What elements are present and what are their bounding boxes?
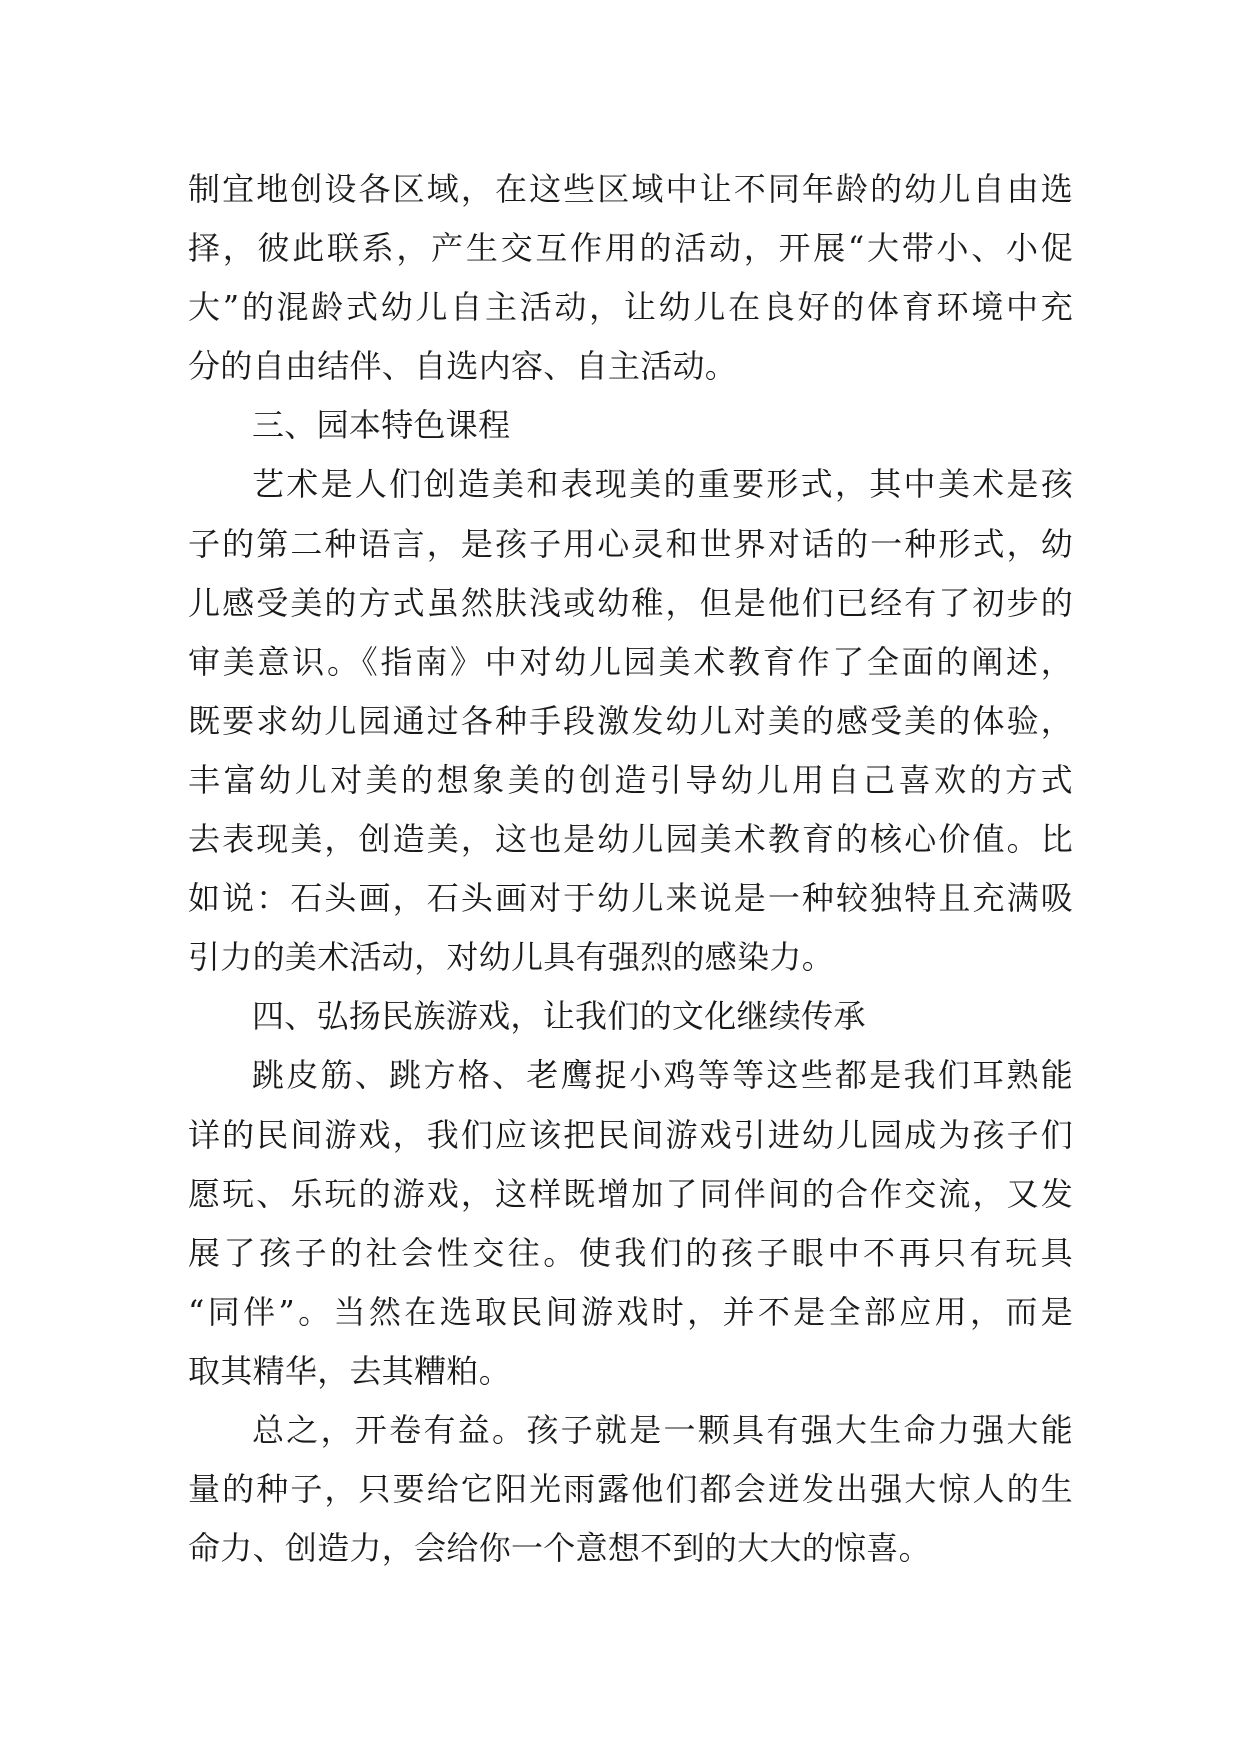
text-line: “同伴”。当然在选取民间游戏时，并不是全部应用，而是 (188, 1292, 1073, 1331)
text-line: 分的自由结伴、自选内容、自主活动。 (188, 347, 738, 386)
text-line: 如说：石头画，石头画对于幼儿来说是一种较独特且充满吸 (188, 879, 1073, 918)
paragraph-start-line: 艺术是人们创造美和表现美的重要形式，其中美术是孩 (252, 465, 1073, 504)
text-line: 去表现美，创造美，这也是幼儿园美术教育的核心价值。比 (188, 820, 1073, 859)
text-line: 子的第二种语言，是孩子用心灵和世界对话的一种形式，幼 (188, 524, 1073, 563)
text-line: 制宜地创设各区域，在这些区域中让不同年龄的幼儿自由选 (188, 170, 1073, 208)
paragraph-start-line: 三、园本特色课程 (252, 406, 511, 445)
text-line: 命力、创造力，会给你一个意想不到的大大的惊喜。 (188, 1529, 931, 1568)
text-line: 量的种子，只要给它阳光雨露他们都会迸发出强大惊人的生 (188, 1470, 1073, 1509)
document-body (188, 160, 1073, 1578)
paragraph-start-line: 总之，开卷有益。孩子就是一颗具有强大生命力强大能 (252, 1410, 1073, 1449)
paragraph-start-line: 跳皮筋、跳方格、老鹰捉小鸡等等这些都是我们耳熟能 (252, 1056, 1073, 1095)
text-line: 既要求幼儿园通过各种手段激发幼儿对美的感受美的体验， (188, 701, 1073, 740)
text-line: 取其精华，去其糟粕。 (188, 1351, 512, 1390)
text-line: 愿玩、乐玩的游戏，这样既增加了同伴间的合作交流，又发 (188, 1174, 1073, 1213)
paragraph-start-line: 四、弘扬民族游戏，让我们的文化继续传承 (252, 997, 866, 1036)
text-line: 展了孩子的社会性交往。使我们的孩子眼中不再只有玩具 (188, 1233, 1073, 1272)
text-line: 详的民间游戏，我们应该把民间游戏引进幼儿园成为孩子们 (188, 1115, 1073, 1154)
text-line: 择，彼此联系，产生交互作用的活动，开展“大带小、小促 (188, 229, 1073, 268)
text-line: 大”的混龄式幼儿自主活动，让幼儿在良好的体育环境中充 (188, 288, 1073, 327)
text-line: 审美意识。《指南》中对幼儿园美术教育作了全面的阐述， (188, 642, 1073, 681)
text-line: 儿感受美的方式虽然肤浅或幼稚，但是他们已经有了初步的 (188, 583, 1073, 622)
text-line: 丰富幼儿对美的想象美的创造引导幼儿用自己喜欢的方式 (188, 760, 1073, 799)
text-line: 引力的美术活动，对幼儿具有强烈的感染力。 (188, 938, 835, 977)
